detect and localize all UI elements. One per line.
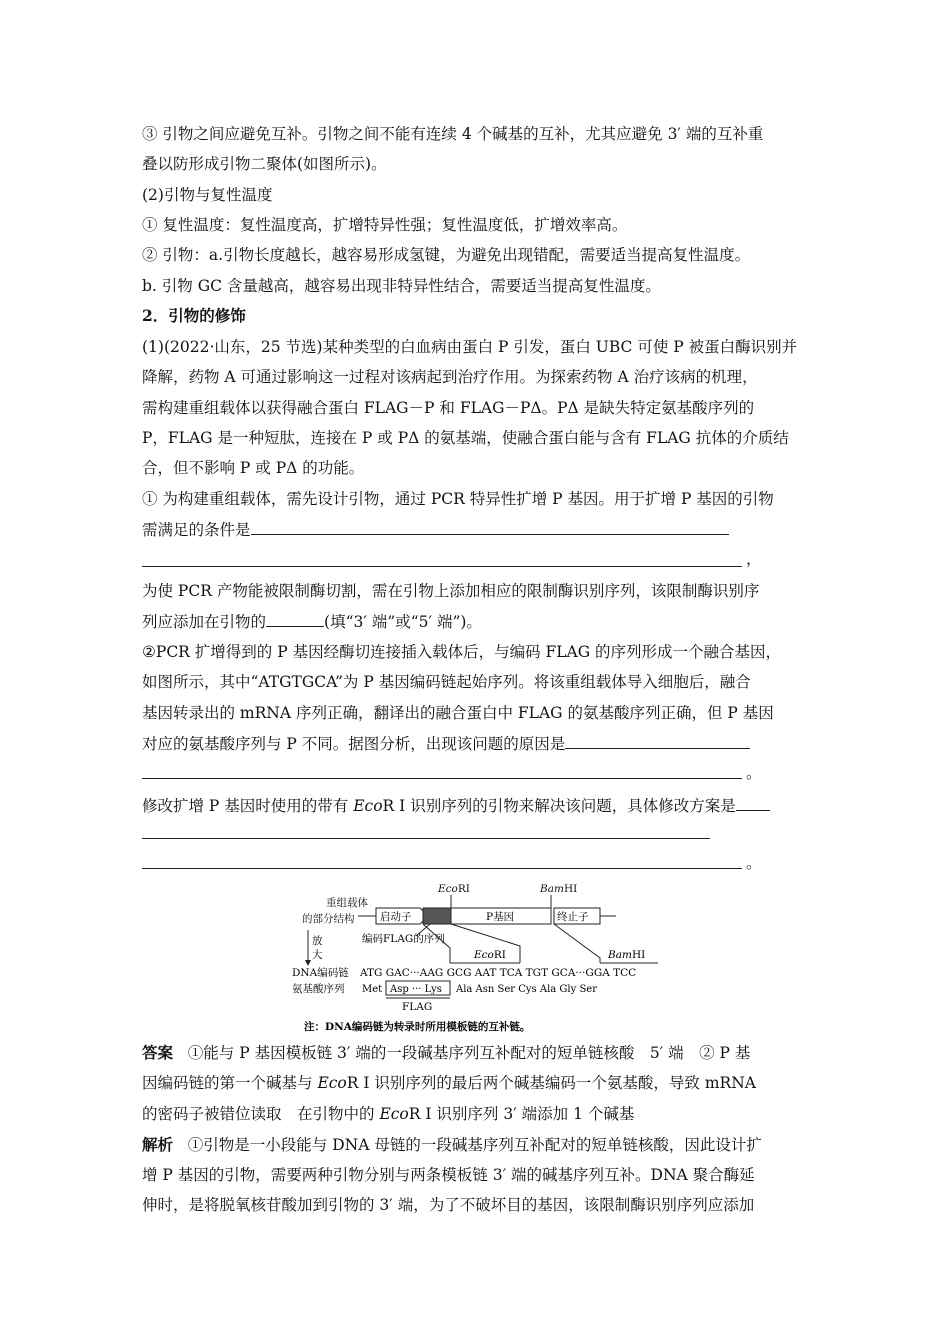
- text-line: [142, 732, 750, 755]
- promoter-label: 启动子: [380, 911, 412, 923]
- text-line: b. 引物 GC 含量越高，越容易出现非特异性结合，需要适当提高复性温度。: [142, 277, 661, 295]
- terminator-label: 终止子: [557, 911, 589, 923]
- answer-blank[interactable]: [142, 838, 710, 839]
- punctuation: 。: [746, 854, 762, 872]
- question-text: 修改扩增 P 基因时使用的带有: [142, 797, 354, 815]
- answer-blank[interactable]: [266, 610, 324, 627]
- text-line: [142, 610, 482, 633]
- text-line: ② 引物：a.引物长度越长，越容易形成氢键，为避免出现错配，需要适当提高复性温度。: [142, 246, 751, 264]
- text-line: [142, 794, 770, 817]
- enlarge-label: 大: [312, 949, 323, 961]
- punctuation: ，: [746, 550, 762, 568]
- text-line: P，FLAG 是一种短肽，连接在 P 或 PΔ 的氨基端，使融合蛋白能与含有 FLAG 抗体的介质结: [142, 429, 789, 447]
- flag-seq-label: 编码FLAG的序列: [362, 933, 445, 945]
- vector-label: 的部分结构: [302, 913, 355, 925]
- text-line: ① 为构建重组载体，需先设计引物，通过 PCR 特异性扩增 P 基因。用于扩增 P 基因的引物: [142, 490, 774, 508]
- vector-label: 重组载体: [326, 897, 368, 909]
- zoom-line: [554, 924, 600, 963]
- text-line: 基因转录出的 mRNA 序列正确，翻译出的融合蛋白中 FLAG 的氨基酸序列正确，但 P 基因: [142, 704, 774, 722]
- answer-blank[interactable]: [251, 518, 729, 535]
- aa-sequence: Ala Asn Ser Cys Ala Gly Ser: [456, 984, 597, 995]
- answer-line: [142, 1072, 756, 1094]
- bamh1-site-label: BamHⅠ: [540, 883, 578, 895]
- aa-met: Met: [362, 984, 383, 995]
- analysis-line: [142, 1134, 762, 1156]
- answer-text: R Ⅰ 识别序列 3′ 端添加 1 个碱基: [408, 1105, 635, 1123]
- analysis-text: ①引物是一小段能与 DNA 母链的一段碱基序列互补配对的短单链核酸，因此设计扩: [187, 1136, 762, 1154]
- answer-label: 答案: [142, 1043, 174, 1062]
- punctuation: 。: [746, 764, 762, 782]
- analysis-line: 增 P 基因的引物，需要两种引物分别与两条模板链 3′ 端的碱基序列互补。DNA 聚合酶延: [142, 1166, 755, 1184]
- section-heading: 2．引物的修饰: [142, 306, 246, 325]
- recombinant-vector-figure: [290, 878, 670, 1038]
- answer-line: [142, 1042, 750, 1064]
- text-line: 叠以防形成引物二聚体(如图所示)。: [142, 155, 387, 173]
- amino-acid-label: 氨基酸序列: [292, 983, 345, 995]
- question-text: 对应的氨基酸序列与 P 不同。据图分析，出现该问题的原因是: [142, 735, 566, 753]
- analysis-label: 解析: [142, 1135, 174, 1154]
- answer-line: [142, 1103, 634, 1125]
- flag-coding-sequence: [423, 908, 451, 924]
- answer-blank[interactable]: [142, 566, 742, 567]
- text-line: (1)(2022·山东，25 节选)某种类型的白血病由蛋白 P 引发，蛋白 UBC 可使 P 被蛋白酶识别并: [142, 338, 798, 356]
- p-gene-label: P基因: [486, 911, 515, 923]
- answer-text: ①能与 P 基因模板链 3′ 端的一段碱基序列互补配对的短单链核酸 5′ 端 ② P 基: [187, 1044, 751, 1062]
- answer-blank[interactable]: [142, 868, 742, 869]
- aa-flag-seq: Asp ··· Lys: [390, 984, 442, 995]
- answer-text: 的密码子被错位读取 在引物中的: [142, 1105, 380, 1123]
- ecor1-mid-label: EcoRⅠ: [474, 949, 506, 961]
- enzyme-name: Eco: [317, 1074, 347, 1092]
- text-line: 如图所示，其中“ATGTGCA”为 P 基因编码链起始序列。将该重组载体导入细胞后，融合: [142, 673, 751, 691]
- dna-strand-label: DNA编码链: [292, 967, 349, 979]
- text-line: (2)引物与复性温度: [142, 186, 273, 204]
- answer-blank[interactable]: [736, 794, 770, 811]
- ecor1-site-label: EcoRⅠ: [438, 883, 470, 895]
- answer-text: R Ⅰ 识别序列的最后两个碱基编码一个氨基酸，导致 mRNA: [346, 1074, 756, 1092]
- enlarge-label: 放: [312, 935, 323, 947]
- text-line: ③ 引物之间应避免互补。引物之间不能有连续 4 个碱基的互补，尤其应避免 3′ 端的互补重: [142, 125, 764, 143]
- bamh1-mid-label: BamHⅠ: [608, 949, 646, 961]
- text-line: 合，但不影响 P 或 PΔ 的功能。: [142, 459, 365, 477]
- question-text: (填“3′ 端”或“5′ 端”)。: [324, 613, 482, 631]
- enzyme-name: Eco: [379, 1105, 409, 1123]
- answer-text: 因编码链的第一个碱基与: [142, 1074, 318, 1092]
- question-text: R Ⅰ 识别序列的引物来解决该问题，具体修改方案是: [382, 797, 736, 815]
- text-line: ②PCR 扩增得到的 P 基因经酶切连接插入载体后，与编码 FLAG 的序列形成一个融合基因，: [142, 643, 782, 661]
- enlarge-arrowhead: [305, 960, 311, 966]
- answer-blank[interactable]: [142, 778, 742, 779]
- question-text: 需满足的条件是: [142, 521, 251, 539]
- question-text: 列应添加在引物的: [142, 613, 267, 631]
- text-line: [142, 518, 729, 541]
- flag-label: FLAG: [402, 1001, 433, 1013]
- text-line: 降解，药物 A 可通过影响这一过程对该病起到治疗作用。为探索药物 A 治疗该病的机理，: [142, 368, 758, 386]
- text-line: 需构建重组载体以获得融合蛋白 FLAG－P 和 FLAG－PΔ。PΔ 是缺失特定氨基酸序列的: [142, 399, 755, 417]
- text-line: 为使 PCR 产物能被限制酶切割，需在引物上添加相应的限制酶识别序列，该限制酶识别序: [142, 582, 760, 600]
- enzyme-name: Eco: [353, 797, 383, 815]
- dna-sequence: ATG GAC···AAG GCG AAT TCA TGT GCA···GGA TCC: [360, 967, 637, 979]
- figure-note: 注：DNA编码链为转录时所用模板链的互补链。: [304, 1021, 531, 1033]
- analysis-line: 伸时，是将脱氧核苷酸加到引物的 3′ 端，为了不破坏目的基因，该限制酶识别序列应添加: [142, 1196, 755, 1214]
- answer-blank[interactable]: [565, 732, 750, 749]
- text-line: ① 复性温度：复性温度高，扩增特异性强；复性温度低，扩增效率高。: [142, 216, 628, 234]
